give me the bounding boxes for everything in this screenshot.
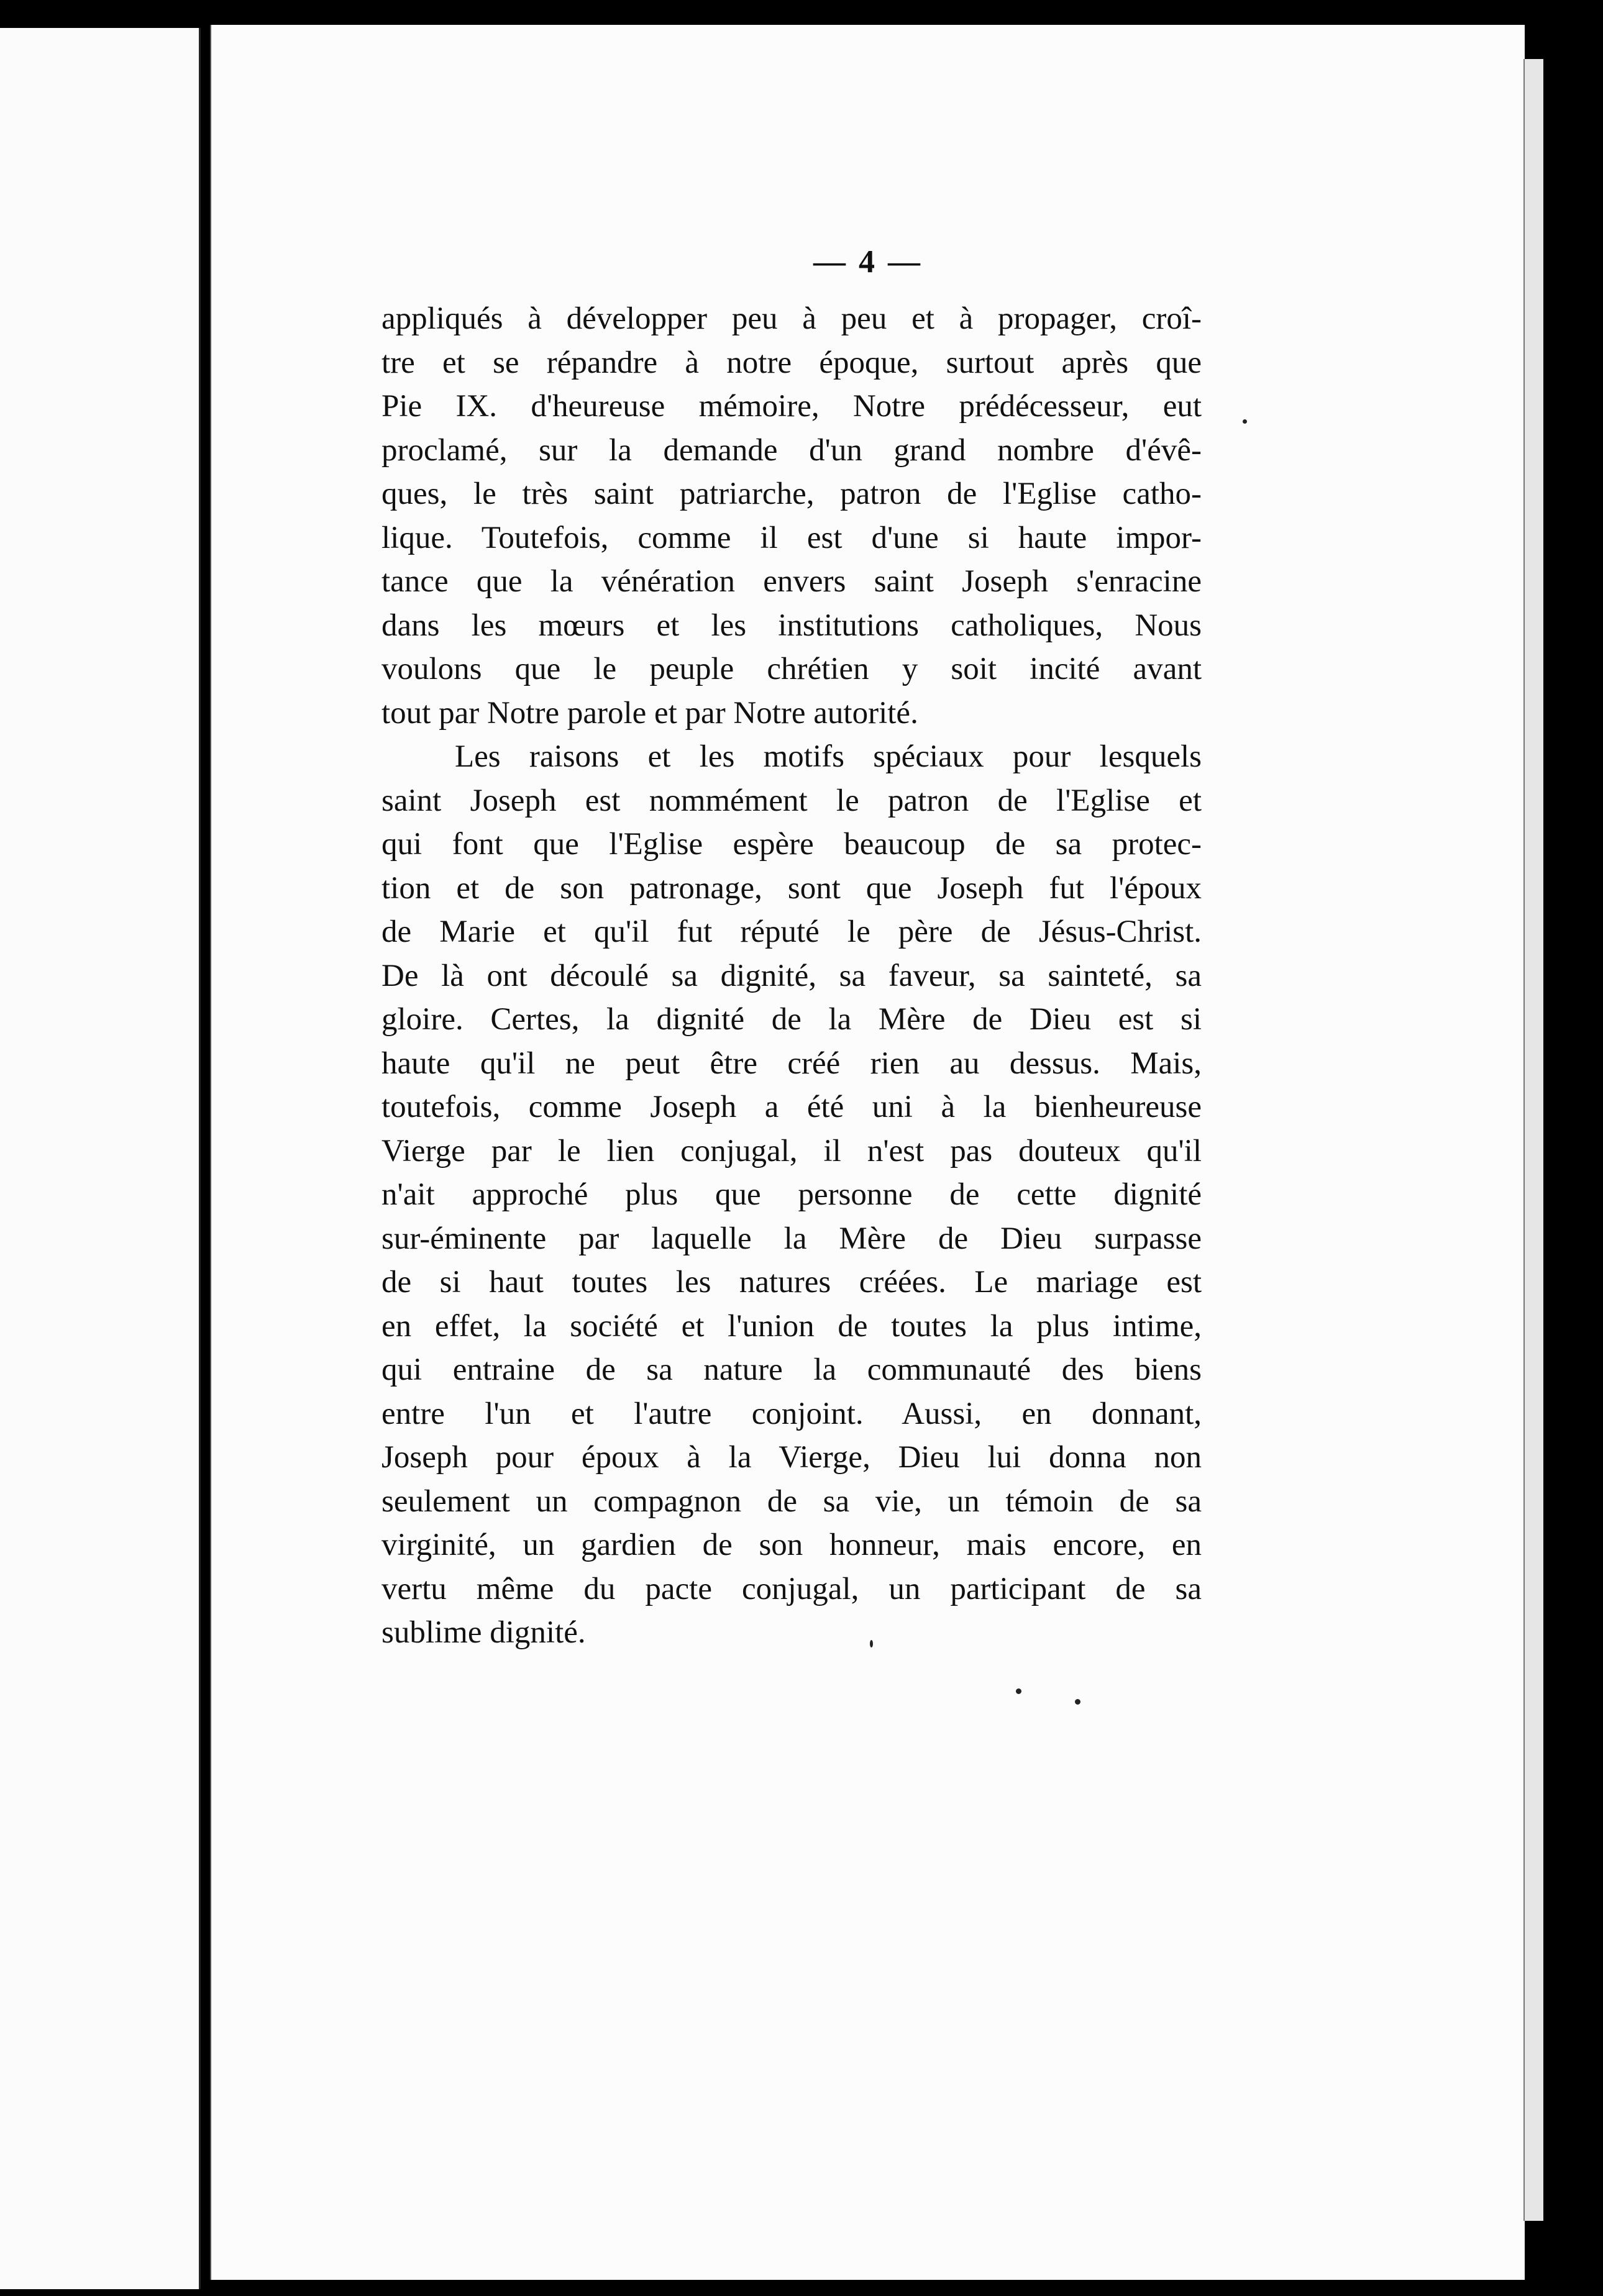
text-line: proclamé, sur la demande d'un grand nombre d'évê-	[381, 432, 1202, 468]
page-number: — 4 —	[813, 244, 923, 280]
text-line: saint Joseph est nommément le patron de l'Eglise et	[381, 783, 1202, 818]
text-line: tout par Notre parole et par Notre autorité.	[381, 695, 918, 731]
text-line: de Marie et qu'il fut réputé le père de Jésus-Christ.	[381, 914, 1202, 949]
text-line: tre et se répandre à notre époque, surtout après que	[381, 345, 1202, 380]
text-line: qui entraine de sa nature la communauté des biens	[381, 1352, 1202, 1387]
page-stack-edge	[1523, 59, 1543, 2221]
text-line: sur-éminente par laquelle la Mère de Dieu surpasse	[381, 1221, 1202, 1256]
text-line: seulement un compagnon de sa vie, un témoin de sa	[381, 1483, 1202, 1519]
text-line: Pie IX. d'heureuse mémoire, Notre prédécesseur, eut	[381, 389, 1202, 424]
adjacent-page-edge	[0, 28, 201, 2289]
scan-speck	[870, 1640, 873, 1647]
body-text	[381, 297, 1202, 1655]
text-line: De là ont découlé sa dignité, sa faveur, sa sainteté, sa	[381, 958, 1202, 993]
scan-speck	[1075, 1699, 1080, 1705]
scan-speck	[1016, 1688, 1021, 1694]
text-line: gloire. Certes, la dignité de la Mère de Dieu est si	[381, 1002, 1202, 1037]
text-line: appliqués à développer peu à peu et à propager, croî-	[381, 301, 1202, 336]
text-line: n'ait approché plus que personne de cette dignité	[381, 1177, 1202, 1212]
text-line: de si haut toutes les natures créées. Le mariage est	[381, 1265, 1202, 1300]
text-line: sublime dignité.	[381, 1615, 586, 1650]
text-line: Vierge par le lien conjugal, il n'est pas douteux qu'il	[381, 1133, 1202, 1168]
text-line: lique. Toutefois, comme il est d'une si haute impor-	[381, 520, 1202, 555]
text-line: haute qu'il ne peut être créé rien au dessus. Mais,	[381, 1046, 1202, 1081]
text-line: vertu même du pacte conjugal, un participant de sa	[381, 1571, 1202, 1606]
scan-speck	[1243, 419, 1247, 424]
text-line: qui font que l'Eglise espère beaucoup de sa protec-	[381, 827, 1202, 862]
text-line: Joseph pour époux à la Vierge, Dieu lui donna non	[381, 1440, 1202, 1475]
text-line: en effet, la société et l'union de toutes la plus intime,	[381, 1308, 1202, 1344]
text-line: voulons que le peuple chrétien y soit incité avant	[381, 652, 1202, 686]
text-line: toutefois, comme Joseph a été uni à la bienheureuse	[381, 1090, 1202, 1124]
text-line: tance que la vénération envers saint Joseph s'enracine	[381, 564, 1202, 599]
text-line: virginité, un gardien de son honneur, mais encore, en	[381, 1528, 1202, 1562]
text-line: entre l'un et l'autre conjoint. Aussi, en donnant,	[381, 1396, 1202, 1431]
text-line: dans les mœurs et les institutions catholiques, Nous	[381, 608, 1202, 643]
text-line: ques, le très saint patriarche, patron de l'Eglise catho-	[381, 476, 1202, 511]
text-line: tion et de son patronage, sont que Joseph fut l'époux	[381, 870, 1202, 906]
text-line: Les raisons et les motifs spéciaux pour lesquels	[455, 739, 1202, 774]
